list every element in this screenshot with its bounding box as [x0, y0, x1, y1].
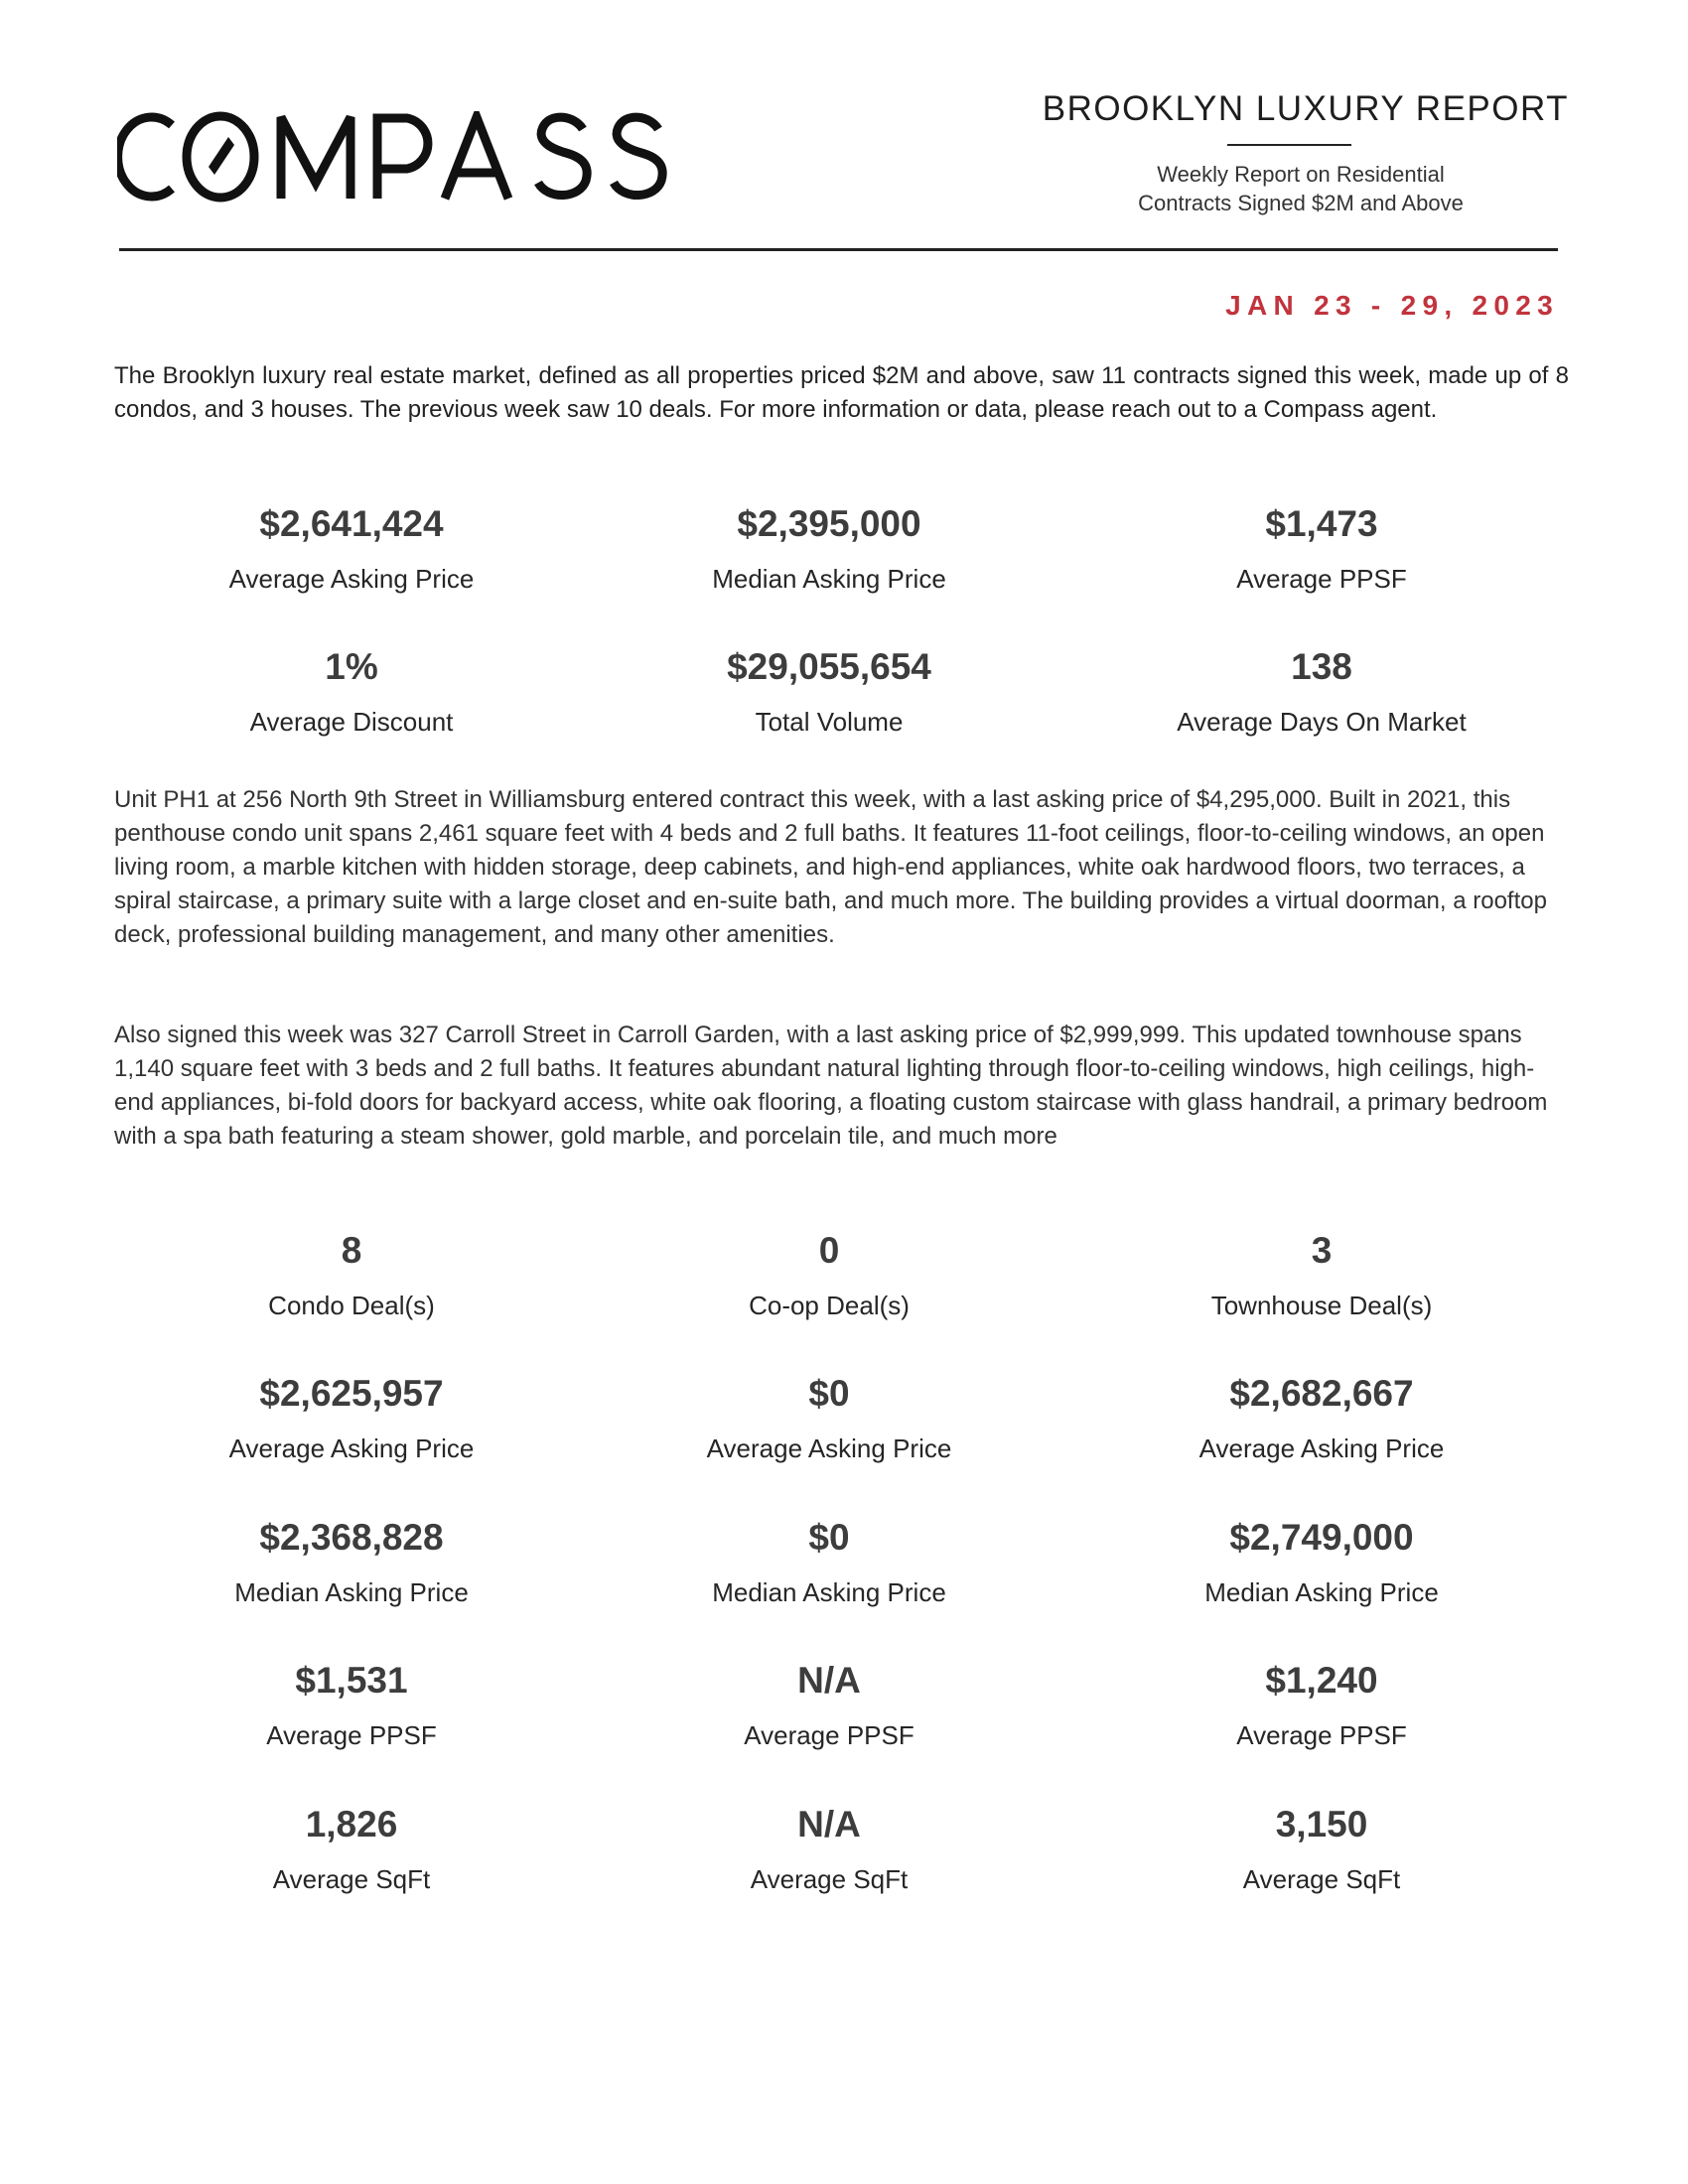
stat-value: $1,240 — [1265, 1660, 1378, 1701]
stat-median-asking-price — [591, 501, 1067, 595]
stat-value: $2,749,000 — [1229, 1517, 1414, 1558]
compass-logo — [117, 111, 737, 203]
stat-value: $2,625,957 — [259, 1373, 444, 1414]
date-range: JAN 23 - 29, 2023 — [1225, 290, 1559, 321]
coop-average-asking-price — [591, 1371, 1067, 1464]
stat-average-asking-price — [113, 501, 590, 595]
stat-label: Median Asking Price — [234, 1577, 469, 1607]
stat-value: $0 — [808, 1373, 850, 1414]
header-divider — [119, 248, 1558, 251]
stat-label: Median Asking Price — [712, 564, 946, 594]
stat-label: Average SqFt — [1242, 1864, 1401, 1894]
stat-label: Median Asking Price — [1204, 1577, 1439, 1607]
stat-value: $1,531 — [295, 1660, 408, 1701]
stat-value: 1% — [325, 646, 378, 687]
stat-label: Total Volume — [755, 707, 904, 737]
coop-deals — [591, 1228, 1067, 1321]
subtitle-line-2: Contracts Signed $2M and Above — [1138, 191, 1464, 215]
townhouse-average-asking-price — [1083, 1371, 1560, 1464]
intro-paragraph: The Brooklyn luxury real estate market, defined as all properties priced $2M and above, saw 11 contracts signed this week, made up of 8 condos, and 3 houses. The previous week saw 10 deals. For more information or data, please reach out to a Compass agent. — [114, 362, 1569, 423]
stat-label: Average Discount — [249, 707, 454, 737]
coop-average-sqft — [591, 1802, 1067, 1895]
townhouse-average-ppsf — [1083, 1658, 1560, 1751]
stat-label: Average Asking Price — [1198, 1433, 1445, 1463]
coop-average-ppsf — [591, 1658, 1067, 1751]
stat-label: Townhouse Deal(s) — [1210, 1291, 1433, 1320]
stat-value: 8 — [341, 1230, 362, 1271]
townhouse-deals — [1083, 1228, 1560, 1321]
stat-value: 0 — [818, 1230, 840, 1271]
condo-deals — [113, 1228, 590, 1321]
stat-average-ppsf — [1083, 501, 1560, 595]
compass-logo-icon — [117, 111, 737, 203]
stat-label: Median Asking Price — [712, 1577, 946, 1607]
stat-value: $2,641,424 — [259, 503, 444, 544]
stat-value: $2,395,000 — [737, 503, 921, 544]
stat-average-days-on-market — [1083, 644, 1560, 738]
stat-label: Average Days On Market — [1177, 707, 1467, 737]
stat-value: N/A — [797, 1804, 861, 1844]
condo-average-sqft — [113, 1802, 590, 1895]
stat-value: 3 — [1311, 1230, 1333, 1271]
stat-value: $0 — [808, 1517, 850, 1558]
stat-value: $1,473 — [1265, 503, 1378, 544]
townhouse-median-asking-price — [1083, 1515, 1560, 1608]
stat-label: Average PPSF — [266, 1720, 437, 1750]
stat-value: 138 — [1291, 646, 1352, 687]
stat-label: Condo Deal(s) — [268, 1291, 435, 1320]
highlight-paragraph-2: Also signed this week was 327 Carroll Street in Carroll Garden, with a last asking price of $2,999,999. This updated townhouse spans 1,140 square feet with 3 beds and 2 full baths. It features abundant natural lighting through floor-to-ceiling windows, high ceilings, high-end appliances, bi-fold doors for backyard access, white oak flooring, a floating custom staircase with glass handrail, a primary bedroom with a spa bath featuring a steam shower, gold marble, and porcelain tile, and much more — [114, 1022, 1548, 1150]
stat-label: Average Asking Price — [706, 1433, 952, 1463]
stat-label: Average PPSF — [1236, 564, 1407, 594]
stat-label: Average Asking Price — [228, 1433, 475, 1463]
townhouse-average-sqft — [1083, 1802, 1560, 1895]
title-divider — [1227, 144, 1351, 146]
condo-average-asking-price — [113, 1371, 590, 1464]
stat-label: Average PPSF — [744, 1720, 914, 1750]
highlight-paragraph-1: Unit PH1 at 256 North 9th Street in Williamsburg entered contract this week, with a last asking price of $4,295,000. Built in 2021, this penthouse condo unit spans 2,461 square feet with 4 beds and 2 full baths. It features 11-foot ceilings, floor-to-ceiling windows, an open living room, a marble kitchen with hidden storage, deep cabinets, and high-end appliances, white oak hardwood floors, two terraces, a spiral staircase, a primary suite with a large closet and en-suite bath, and much more. The building provides a virtual doorman, a rooftop deck, professional building management, and many other amenities. — [114, 786, 1547, 948]
stat-label: Average SqFt — [272, 1864, 431, 1894]
stat-label: Average PPSF — [1236, 1720, 1407, 1750]
stat-label: Average Asking Price — [228, 564, 475, 594]
stat-value: N/A — [797, 1660, 861, 1701]
condo-average-ppsf — [113, 1658, 590, 1751]
stat-value: $2,682,667 — [1229, 1373, 1414, 1414]
stat-total-volume — [591, 644, 1067, 738]
stat-label: Co-op Deal(s) — [749, 1291, 910, 1320]
condo-median-asking-price — [113, 1515, 590, 1608]
report-title: BROOKLYN LUXURY REPORT — [1042, 89, 1569, 128]
stat-value: $2,368,828 — [259, 1517, 444, 1558]
stat-label: Average SqFt — [750, 1864, 909, 1894]
stat-average-discount — [113, 644, 590, 738]
coop-median-asking-price — [591, 1515, 1067, 1608]
stat-value: 1,826 — [305, 1804, 398, 1844]
stat-value: $29,055,654 — [727, 646, 931, 687]
stat-value: 3,150 — [1275, 1804, 1368, 1844]
subtitle-line-1: Weekly Report on Residential — [1157, 162, 1445, 187]
report-subtitle — [1072, 160, 1529, 217]
